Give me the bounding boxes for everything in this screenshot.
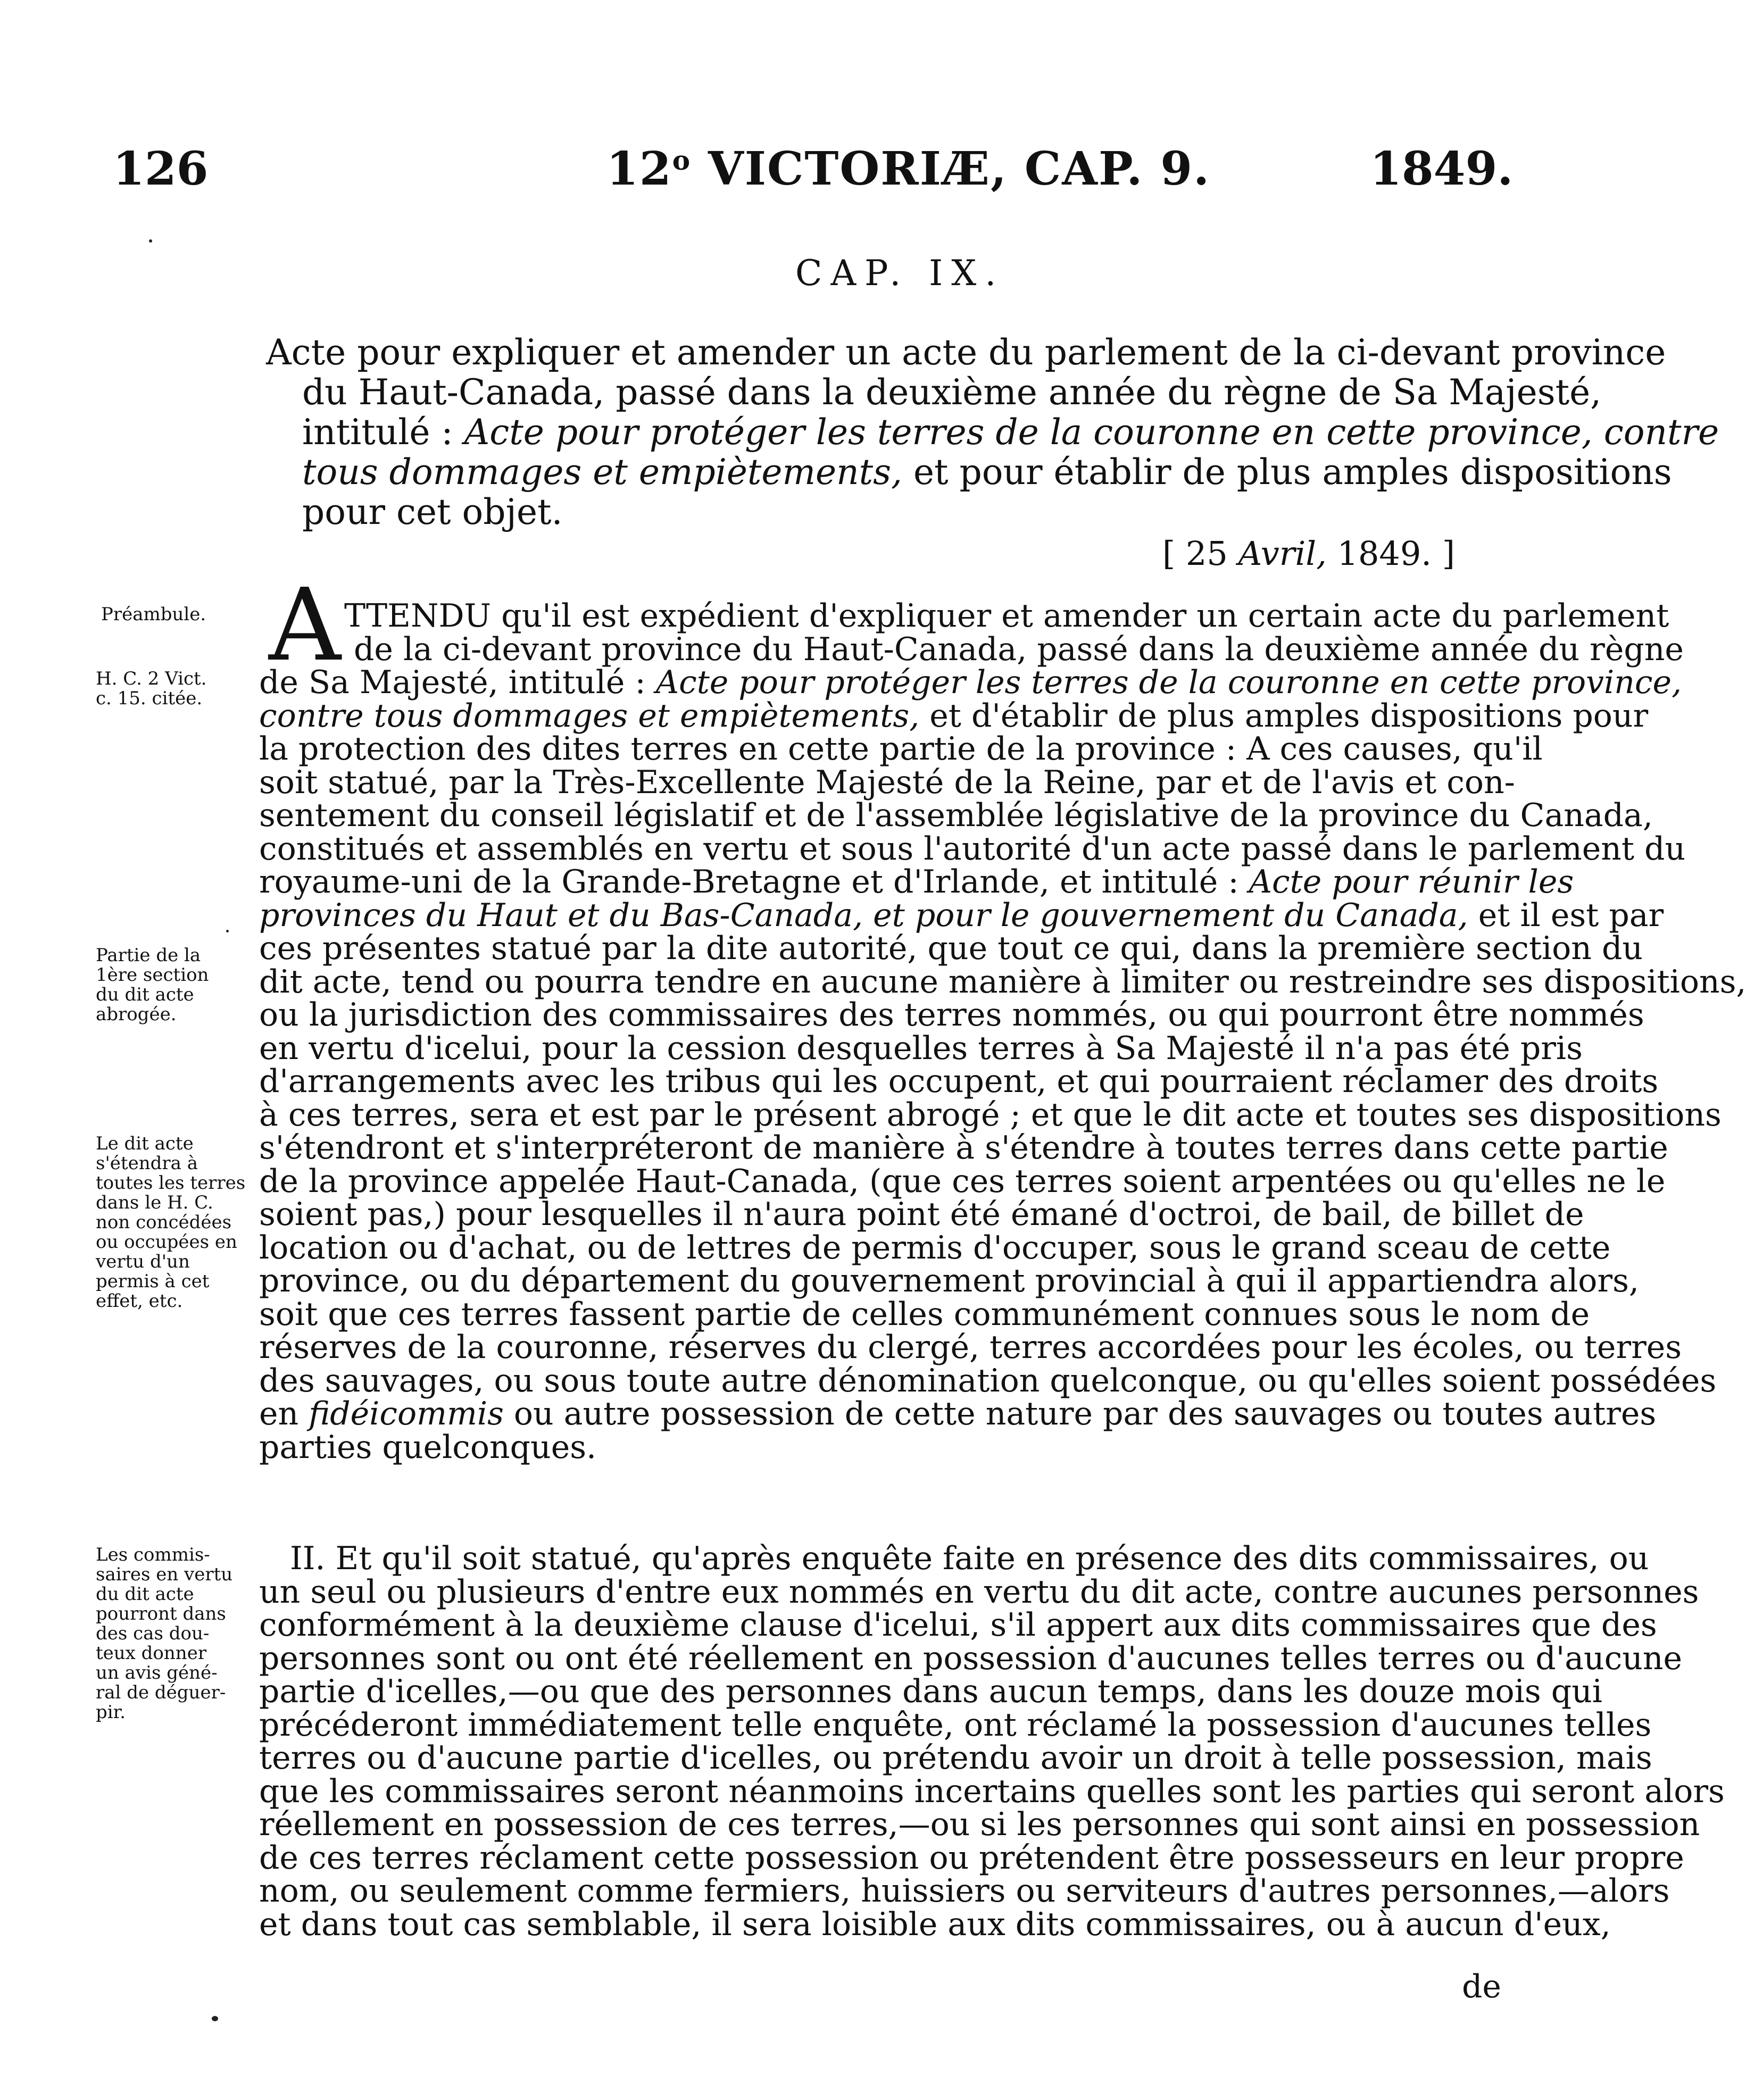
title-line (302, 491, 563, 532)
preamble-line (259, 1129, 1668, 1166)
preamble-line (259, 1196, 1584, 1233)
title-line (302, 372, 1602, 413)
text-run: en (259, 1395, 309, 1432)
preamble-line (259, 1329, 1682, 1366)
text-run: ces présentes statué par la dite autorité, que tout ce qui, dans la première section du (259, 930, 1643, 967)
text-run: à ces terres, sera et est par le présent abrogé ; et que le dit acte et toutes ses dispositions (259, 1096, 1722, 1134)
text-run: partie d'icelles,—ou que des personnes dans aucun temps, dans les douze mois qui (259, 1673, 1602, 1710)
margin-note-line: H. C. 2 Vict. (96, 668, 207, 689)
catchword: de (1462, 1968, 1501, 2005)
text-run: s'étendront et s'interpréteront de manière à s'étendre à toutes terres dans cette partie (259, 1129, 1668, 1166)
section_two-line (259, 1806, 1700, 1843)
italic-text: tous dommages et empiètements, (302, 452, 902, 493)
section_two-line (259, 1772, 1725, 1810)
preamble-line (259, 963, 1746, 1001)
margin-note-line: teux donner (96, 1643, 207, 1664)
page-number: 126 (113, 142, 209, 196)
section_two-line (259, 1673, 1602, 1710)
preamble-line (259, 1262, 1639, 1299)
italic-text: Acte pour protéger les terres de la couronne en cette province, (655, 664, 1682, 701)
text-run: royaume-uni de la Grande-Bretagne et d'Irlande, et intitulé : (259, 863, 1249, 901)
text-run: soient pas,) pour lesquelles il n'aura point été émané d'octroi, de bail, de billet de (259, 1196, 1584, 1233)
margin-note-line: des cas dou- (96, 1623, 210, 1644)
text-run: de Sa Majesté, intitulé : (259, 664, 656, 701)
preamble-line (259, 1162, 1666, 1200)
italic-text: contre tous dommages et empiètements, (259, 697, 920, 735)
preamble-line (259, 863, 1574, 901)
margin-note-line: dans le H. C. (96, 1192, 213, 1213)
margin-note-line: abrogée. (96, 1004, 177, 1025)
margin-note (96, 946, 209, 1024)
text-run: que les commissaires seront néanmoins incertains quelles sont les parties qui seront alors (259, 1772, 1725, 1810)
section_two-line (259, 1606, 1657, 1644)
text-run: province, ou du département du gouvernement provincial à qui il appartiendra alors, (259, 1262, 1639, 1299)
text-run: ou la jurisdiction des commissaires des terres nommés, ou qui pourront être nommés (259, 996, 1644, 1034)
running-title (606, 142, 1211, 196)
margin-note-line: du dit acte (96, 1584, 194, 1605)
margin-note-line: s'étendra à (96, 1153, 198, 1174)
text-run: et il est par (1468, 896, 1664, 934)
text-run: un seul ou plusieurs d'entre eux nommés en vertu du dit acte, contre aucunes personnes (259, 1573, 1699, 1611)
text-run: précéderont immédiatement telle enquête, ont réclamé la possession d'aucunes telles (259, 1706, 1652, 1744)
preamble-line (259, 697, 1649, 735)
margin-note (96, 669, 206, 709)
margin-note-line: pir. (96, 1702, 126, 1723)
margin-note-line: Le dit acte (96, 1133, 194, 1154)
text-run: intitulé : (302, 412, 464, 453)
margin-note-line: permis à cet (96, 1271, 210, 1292)
text-run: réserves de la couronne, réserves du clergé, terres accordées pour les écoles, ou terres (259, 1329, 1682, 1366)
text-run: Acte pour expliquer et amender un acte du parlement de la ci-devant province (266, 332, 1666, 373)
preamble-line (259, 896, 1664, 934)
preamble-line (259, 664, 1682, 701)
chapter-heading: CAP. IX. (795, 253, 1005, 294)
margin-note-line: toutes les terres (96, 1172, 246, 1194)
text-run: sentement du conseil législatif et de l'assemblée législative de la province du Canada, (259, 797, 1653, 834)
text-run: soit statué, par la Très-Excellente Majesté de la Reine, par et de l'avis et con- (259, 763, 1515, 801)
text-run: en vertu d'icelui, pour la cession desquelles terres à Sa Majesté il n'a pas été pris (259, 1029, 1583, 1067)
text-run: d'arrangements avec les tribus qui les occupent, et qui pourraient réclamer des droits (259, 1063, 1659, 1100)
text-run: et dans tout cas semblable, il sera loisible aux dits commissaires, ou à aucun d'eux, (259, 1905, 1611, 1943)
margin-note-line: Partie de la (96, 945, 201, 966)
margin-note-line: 1ère section (96, 964, 209, 986)
italic-text: provinces du Haut et du Bas-Canada, et pour le gouvernement du Canada, (259, 896, 1468, 934)
preamble-line (259, 1362, 1717, 1399)
text-run: des sauvages, ou sous toute autre dénomination quelconque, ou qu'elles soient possédées (259, 1362, 1717, 1399)
section_two-line (259, 1839, 1684, 1877)
title-line (302, 452, 1672, 493)
text-run: constitués et assemblés en vertu et sous l'autorité d'un acte passé dans le parlement du (259, 830, 1686, 868)
preamble-line (259, 996, 1644, 1034)
italic-text: Acte pour réunir les (1249, 863, 1574, 901)
preamble-line (259, 1395, 1657, 1432)
text-run: du Haut-Canada, passé dans la deuxième année du règne de Sa Majesté, (302, 372, 1602, 413)
preamble-line (259, 930, 1643, 967)
preamble-line (259, 1295, 1590, 1333)
title-line (266, 332, 1666, 373)
margin-note (96, 1545, 232, 1722)
preamble-line (259, 1029, 1583, 1067)
section_two-line (290, 1540, 1649, 1577)
section_two-line (259, 1706, 1652, 1744)
running-title-ordinal: o (672, 145, 692, 176)
paper-speck (212, 2016, 218, 2021)
preamble-line (259, 730, 1543, 768)
drop-cap: A (269, 567, 341, 684)
preamble-line (259, 797, 1653, 834)
section_two-line (259, 1639, 1683, 1677)
title-line (302, 412, 1719, 453)
preamble-line (259, 763, 1515, 801)
margin-note-line: ou occupées en (96, 1231, 237, 1253)
text-run: de la province appelée Haut-Canada, (que ces terres soient arpentées ou qu'elles ne le (259, 1162, 1666, 1200)
margin-note-line: effet, etc. (96, 1290, 183, 1312)
paper-speck (149, 239, 152, 243)
text-run: parties quelconques. (259, 1428, 597, 1466)
text-run: ou autre possession de cette nature par des sauvages ou toutes autres (503, 1395, 1657, 1432)
text-run: de la ci-devant province du Haut-Canada, passé dans la deuxième année du règne (354, 630, 1684, 668)
text-run: dit acte, tend ou pourra tendre en aucune manière à limiter ou restreindre ses dispositions, (259, 963, 1746, 1001)
preamble-line (259, 1428, 597, 1466)
section_two-line (259, 1872, 1670, 1910)
text-run: et d'établir de plus amples dispositions pour (919, 697, 1649, 735)
text-run: personnes sont ou ont été réellement en possession d'aucunes telles terres ou d'aucune (259, 1639, 1683, 1677)
paper-speck (226, 930, 229, 932)
margin-note-line: Les commis- (96, 1544, 210, 1565)
preamble-line (259, 830, 1686, 868)
margin-note-line: c. 15. citée. (96, 688, 203, 709)
text-run: nom, ou seulement comme fermiers, huissiers ou serviteurs d'autres personnes,—alors (259, 1872, 1670, 1910)
margin-note-line: un avis géné- (96, 1662, 218, 1684)
text-run: TTENDU qu'il est expédient d'expliquer et amender un certain acte du parlement (344, 597, 1669, 635)
section_two-line (259, 1573, 1699, 1611)
section_two-line (259, 1739, 1652, 1777)
text-run: réellement en possession de ces terres,—ou si les personnes qui sont ainsi en possession (259, 1806, 1700, 1843)
preamble-line (259, 1229, 1611, 1266)
text-run: de ces terres réclament cette possession ou prétendent être possesseurs en leur propre (259, 1839, 1684, 1877)
margin-note-line: du dit acte (96, 984, 194, 1005)
margin-note-line: non concédées (96, 1212, 232, 1233)
assent-date-open: [ 25 (1162, 534, 1238, 573)
assent-date-month: Avril, (1238, 534, 1327, 573)
assent-date (1162, 534, 1455, 573)
running-title-text: VICTORIÆ, CAP. 9. (691, 142, 1211, 196)
italic-text: fidéicommis (309, 1395, 504, 1432)
text-run: conformément à la deuxième clause d'icelui, s'il appert aux dits commissaires que des (259, 1606, 1657, 1644)
preamble-line (354, 630, 1684, 668)
page-year: 1849. (1370, 142, 1514, 196)
margin-note-line: Préambule. (101, 604, 206, 625)
preamble-line (344, 597, 1669, 635)
text-run: et pour établir de plus amples dispositions (902, 452, 1672, 493)
margin-note (101, 605, 206, 624)
text-run: terres ou d'aucune partie d'icelles, ou prétendu avoir un droit à telle possession, mais (259, 1739, 1652, 1777)
text-run: soit que ces terres fassent partie de celles communément connues sous le nom de (259, 1295, 1590, 1333)
italic-text: Acte pour protéger les terres de la couronne en cette province, contre (464, 412, 1719, 453)
margin-note-line: saires en vertu (96, 1564, 233, 1585)
margin-note-line: pourront dans (96, 1603, 226, 1624)
text-run: location ou d'achat, ou de lettres de permis d'occuper, sous le grand sceau de cette (259, 1229, 1611, 1266)
running-title-regnal-year: 12 (606, 142, 672, 196)
margin-note (96, 1134, 245, 1311)
preamble-line (259, 1063, 1659, 1100)
text-run: II. Et qu'il soit statué, qu'après enquête faite en présence des dits commissaires, ou (290, 1540, 1649, 1577)
section_two-line (259, 1905, 1611, 1943)
assent-date-close: 1849. ] (1326, 534, 1455, 573)
text-run: la protection des dites terres en cette partie de la province : A ces causes, qu'il (259, 730, 1543, 768)
margin-note-line: ral de déguer- (96, 1682, 226, 1703)
preamble-line (259, 1096, 1722, 1134)
text-run: pour cet objet. (302, 491, 563, 532)
margin-note-line: vertu d'un (96, 1251, 190, 1272)
